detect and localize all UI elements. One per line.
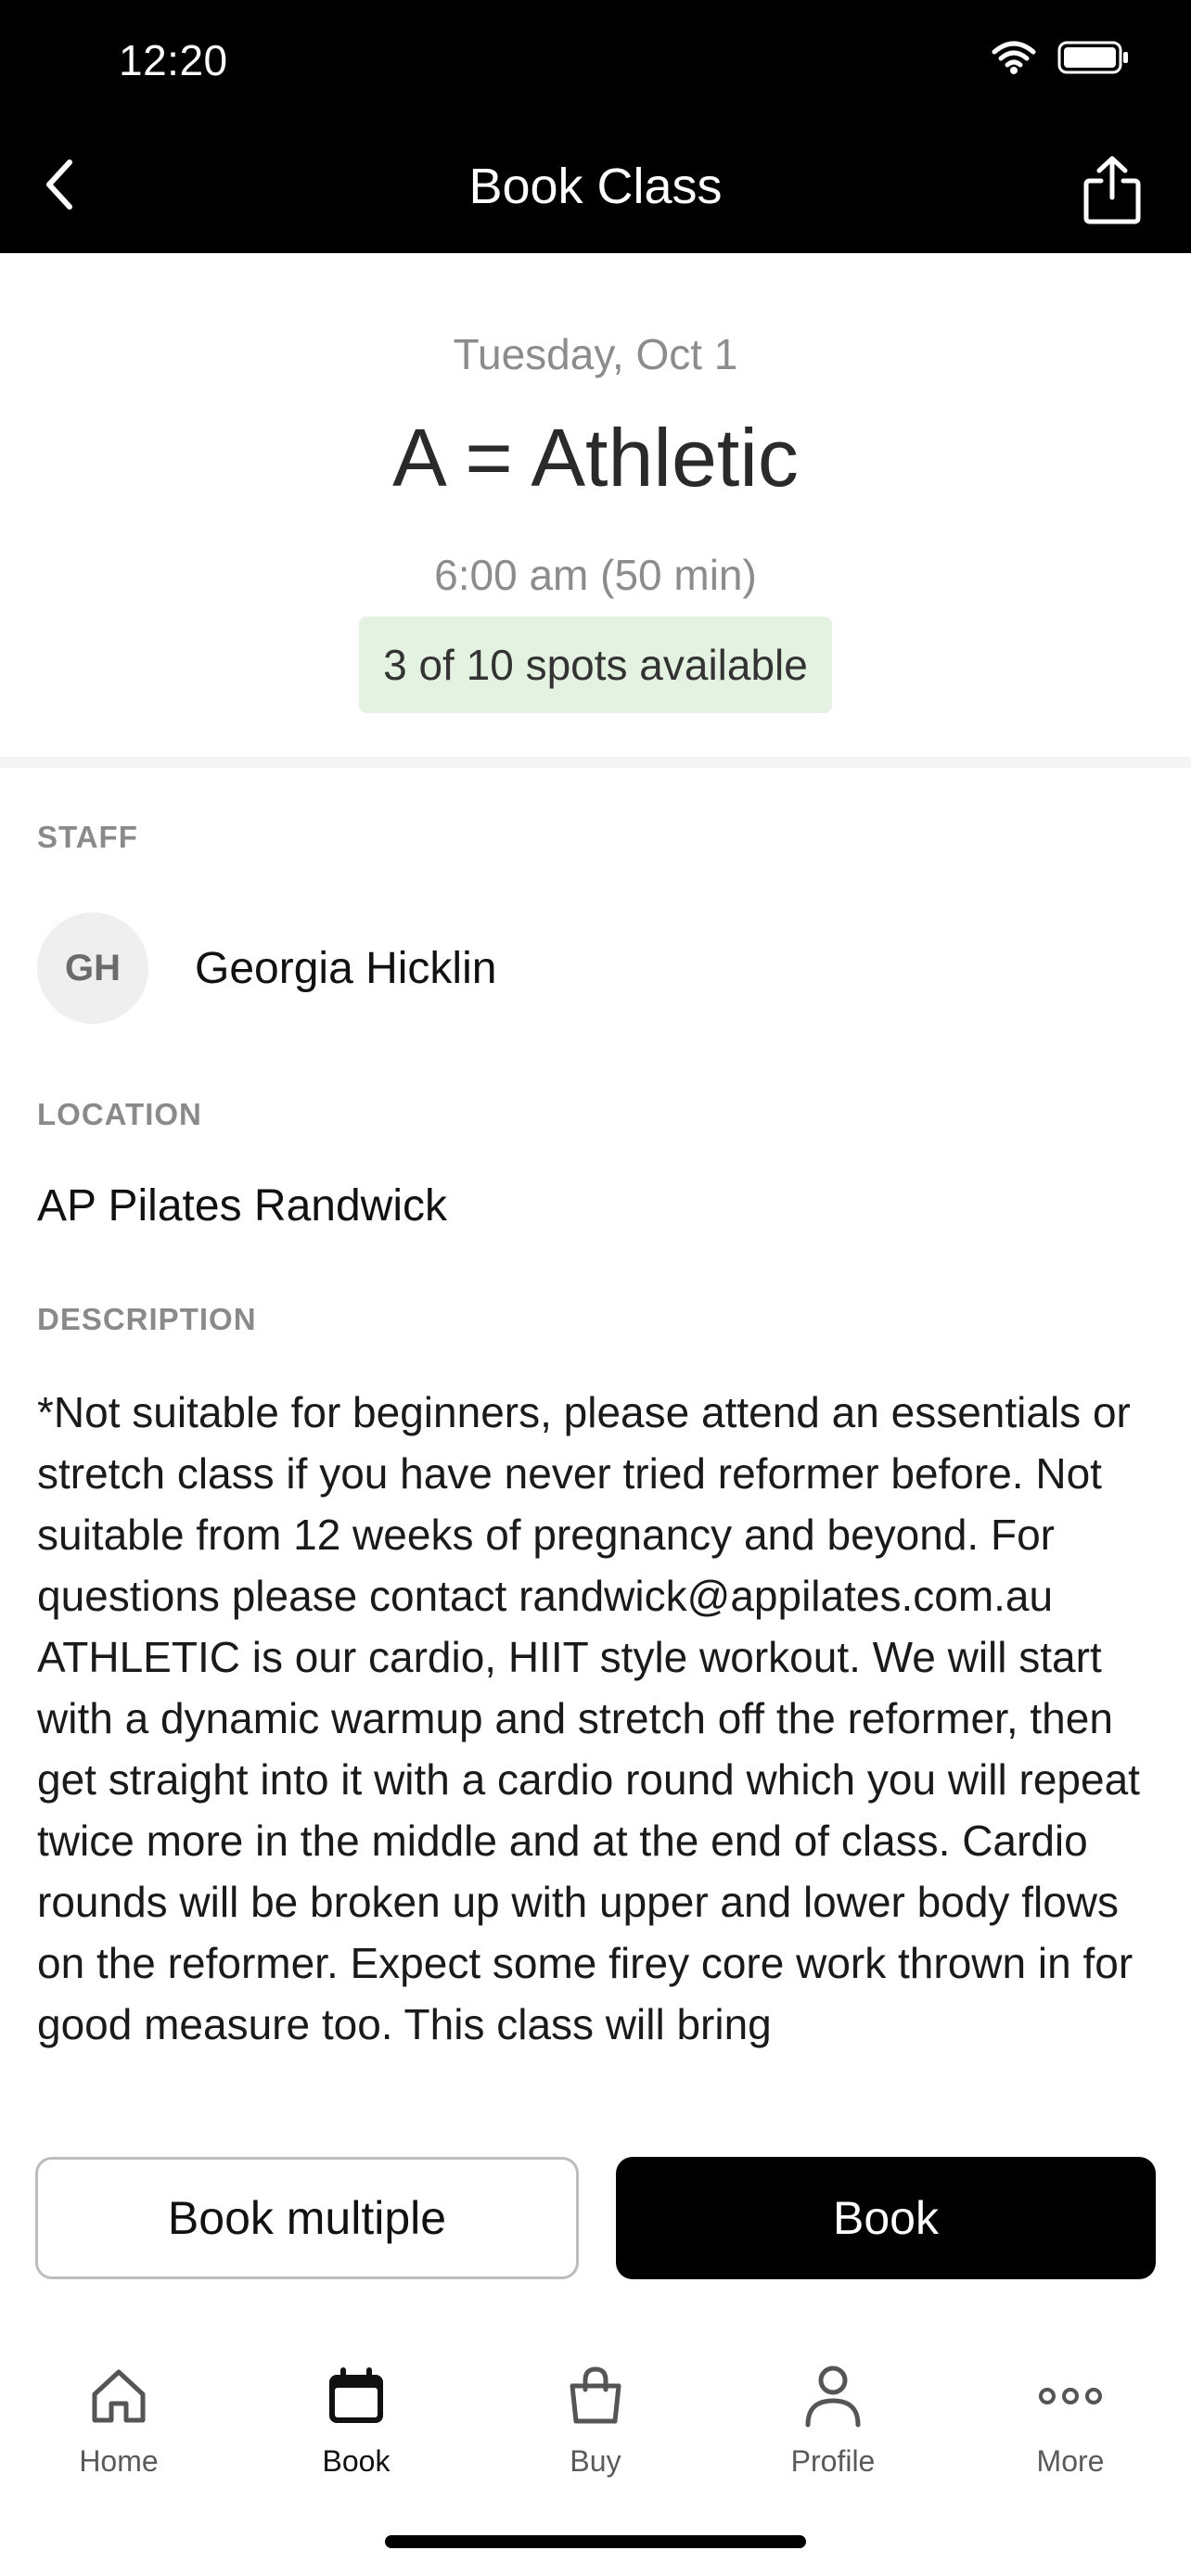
class-summary bbox=[0, 253, 1191, 754]
class-time: 6:00 am (50 min) bbox=[434, 551, 757, 599]
tab-buy[interactable] bbox=[503, 2361, 688, 2500]
battery-icon bbox=[1057, 41, 1130, 79]
share-button[interactable] bbox=[1070, 148, 1154, 232]
status-time: 12:20 bbox=[119, 36, 228, 84]
shopping-bag-icon bbox=[560, 2361, 631, 2431]
wifi-icon bbox=[991, 41, 1037, 79]
tab-more-label: More bbox=[1036, 2444, 1105, 2478]
class-name: A = Athletic bbox=[392, 412, 799, 504]
app-header bbox=[0, 0, 1191, 253]
class-date: Tuesday, Oct 1 bbox=[453, 330, 738, 378]
more-dots-icon bbox=[1035, 2361, 1106, 2431]
description-text: *Not suitable for beginners, please attend an essentials or stretch class if you have never tried reformer before. Not suitable from 12 weeks of pregnancy and beyond. For questions please contact randwick@appilates.com.au ATHLETIC is our cardio, HIIT style workout. We will start with a dynamic warmup and stretch off the reformer, then get straight into it with a cardio round which you will repeat twice more in the middle and at the end of class. Cardio rounds will be broken up with upper and lower body flows on the reformer. Expect some firey core work thrown in for good measure too. This class will bring bbox=[37, 1388, 1140, 2048]
home-indicator bbox=[385, 2535, 806, 2548]
avatar: GH bbox=[37, 912, 148, 1024]
person-icon bbox=[798, 2361, 868, 2431]
book-button[interactable]: Book bbox=[616, 2157, 1156, 2279]
tab-profile[interactable] bbox=[740, 2361, 926, 2500]
tab-home[interactable] bbox=[26, 2361, 211, 2500]
tab-buy-label: Buy bbox=[570, 2444, 621, 2478]
staff-label: STAFF bbox=[37, 820, 138, 854]
tab-book[interactable] bbox=[263, 2361, 449, 2500]
location-label: LOCATION bbox=[37, 1097, 202, 1131]
home-icon bbox=[83, 2361, 154, 2431]
section-divider bbox=[0, 757, 1191, 768]
tab-profile-label: Profile bbox=[790, 2444, 876, 2478]
location-name: AP Pilates Randwick bbox=[37, 1181, 447, 1231]
tab-more[interactable] bbox=[978, 2361, 1163, 2500]
staff-name: Georgia Hicklin bbox=[195, 943, 497, 993]
spots-badge: 3 of 10 spots available bbox=[359, 617, 832, 713]
status-icons bbox=[991, 41, 1130, 79]
book-multiple-button[interactable]: Book multiple bbox=[35, 2157, 579, 2279]
action-bar bbox=[0, 2123, 1191, 2327]
tab-book-label: Book bbox=[322, 2444, 391, 2478]
page-title: Book Class bbox=[468, 159, 723, 214]
calendar-icon bbox=[321, 2361, 391, 2431]
tab-home-label: Home bbox=[79, 2444, 159, 2478]
staff-row[interactable] bbox=[37, 912, 496, 1024]
description-label: DESCRIPTION bbox=[37, 1302, 257, 1336]
share-icon bbox=[1082, 155, 1142, 225]
